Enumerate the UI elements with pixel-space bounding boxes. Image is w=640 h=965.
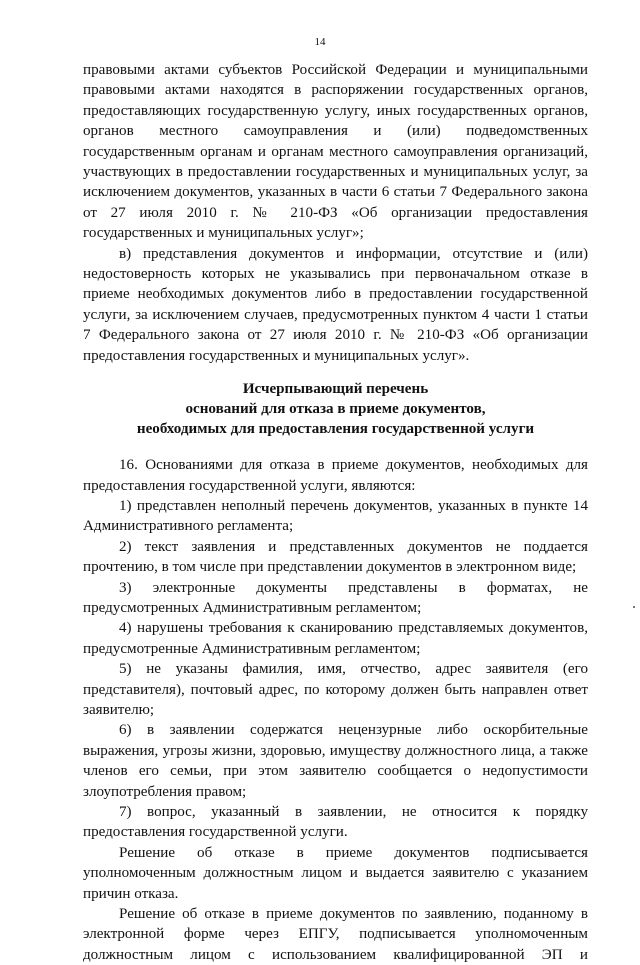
list-item-ground-3: 3) электронные документы представлены в форматах, не предусмотренных Административным регламентом; — [83, 579, 588, 616]
section-heading-line-1: Исчерпывающий перечень — [242, 381, 429, 398]
list-item-ground-4: 4) нарушены требования к сканированию представляемых документов, предусмотренные Административным регламентом; — [83, 620, 588, 657]
paragraph-clause-16: 16. Основаниями для отказа в приеме документов, необходимых для предоставления государственной услуги, являются: — [83, 457, 588, 494]
document-body — [83, 60, 588, 965]
section-heading-line-2: оснований для отказа в приеме документов, — [185, 401, 486, 418]
paragraph-item-v: в) представления документов и информации, отсутствие и (или) недостоверность которых не указывались при первоначальном отказе в приеме необходимых документов либо в предоставлении государственной услуги, за исключением случаев, предусмотренных пунктом 4 части 1 статьи 7 Федерального закона от 27 июля 2010 г. № 210-ФЗ «Об организации предоставления государственных и муниципальных услуг». — [83, 245, 588, 364]
section-heading — [83, 379, 588, 439]
list-item-ground-5: 5) не указаны фамилия, имя, отчество, адрес заявителя (его представителя), почтовый адрес, по которому должен быть направлен ответ заявителю; — [83, 661, 588, 718]
scan-mark — [633, 606, 635, 608]
list-item-ground-6: 6) в заявлении содержатся нецензурные либо оскорбительные выражения, угрозы жизни, здоровью, имуществу должностного лица, а также членов его семьи, при этом заявителю сообщается о недопустимости злоупотребления правом; — [83, 722, 588, 800]
paragraph-continuation: правовыми актами субъектов Российской Федерации и муниципальными правовыми актами находятся в распоряжении государственных органов, предоставляющих государственную услугу, иных государственных органов, органов местного самоуправления и (или) подведомственных государственным органам и органам местного самоуправления организаций, участвующих в предоставлении государственных и муниципальных услуг, за исключением документов, указанных в части 6 статьи 7 Федерального закона от 27 июля 2010 г. № 210-ФЗ «Об организации предоставления государственных и муниципальных услуг»; — [83, 62, 588, 242]
section-heading-line-3: необходимых для предоставления государственной услуги — [136, 421, 535, 438]
page-number: 14 — [314, 36, 326, 48]
paragraph-electronic-refusal: Решение об отказе в приеме документов по заявлению, поданному в электронной форме через ЕПГУ, подписывается уполномоченным должностным лицом с использованием квалифицированной ЭП и — [83, 906, 588, 963]
list-item-ground-7: 7) вопрос, указанный в заявлении, не относится к порядку предоставления государственной услуги. — [83, 804, 588, 841]
list-item-ground-2: 2) текст заявления и представленных документов не поддается прочтению, в том числе при представлении документов в электронном виде; — [83, 538, 588, 576]
list-item-ground-1: 1) представлен неполный перечень документов, указанных в пункте 14 Административного регламента; — [83, 497, 588, 535]
paragraph-refusal-decision: Решение об отказе в приеме документов подписывается уполномоченным должностным лицом и выдается заявителю с указанием причин отказа. — [83, 844, 588, 902]
